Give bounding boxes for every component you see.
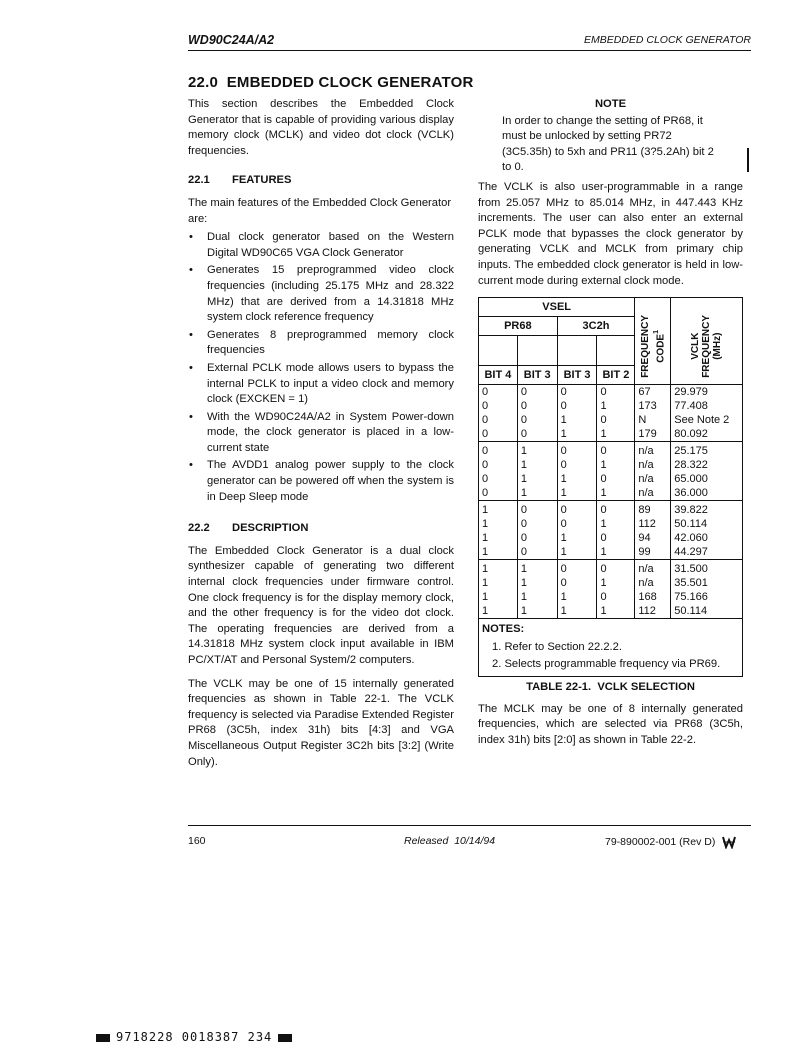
frequency-code-cell: n/a [635, 458, 671, 472]
vclk-frequency-cell: 36.000 [671, 486, 743, 501]
barcode-block-right [278, 1034, 292, 1042]
vclk-frequency-cell: 35.501 [671, 576, 743, 590]
barcode-block-left [96, 1034, 110, 1042]
spacer-cell [597, 336, 635, 366]
bit-cell: 1 [557, 413, 597, 427]
bit-cell: 1 [597, 458, 635, 472]
bit-cell: 0 [479, 472, 518, 486]
description-title: DESCRIPTION [232, 522, 309, 535]
bit-cell: 1 [597, 486, 635, 501]
bit-cell: 0 [557, 576, 597, 590]
table-row [479, 531, 743, 545]
vclk-frequency-cell: 28.322 [671, 458, 743, 472]
bit-cell: 1 [517, 486, 557, 501]
feature-item: • Dual clock generator based on the Western Digital WD90C65 VGA Clock Generator [188, 230, 454, 261]
document-number-text: 79-890002-001 (Rev D) [605, 835, 716, 848]
bit-cell: 0 [557, 560, 597, 577]
frequency-code-cell: 89 [635, 501, 671, 518]
frequency-code-cell: 179 [635, 427, 671, 442]
vclk-frequency-cell: 42.060 [671, 531, 743, 545]
vclk-frequency-cell: 31.500 [671, 560, 743, 577]
freq-code-footnote: 1 [652, 330, 660, 335]
bit-cell: 0 [597, 472, 635, 486]
spacer-cell [479, 336, 518, 366]
description-paragraph-1: The Embedded Clock Generator is a dual clock synthesizer capable of generating two different internal clock frequencies under firmware control. One clock frequency is for the display memory clock, and the other frequency is for the video dot clock. The operating frequencies are derived from a 14.31818 MHz system clock input available in IBM PC/XT/AT and Personal System/2 computers. [188, 544, 454, 666]
bit-cell: 0 [517, 517, 557, 531]
vclk-frequency-cell: 50.114 [671, 604, 743, 619]
note-title: NOTE [594, 98, 627, 110]
bit-cell: 0 [479, 458, 518, 472]
bit-cell: 0 [557, 442, 597, 459]
frequency-code-cell: 67 [635, 385, 671, 400]
vclk-line1: VCLK [690, 333, 702, 361]
bit-cell: 0 [479, 427, 518, 442]
table-caption: TABLE 22-1. VCLK SELECTION [526, 680, 695, 693]
bit-cell: 1 [557, 531, 597, 545]
table-row [479, 604, 743, 619]
bit-cell: 1 [557, 545, 597, 560]
vsel-header: VSEL [479, 298, 635, 317]
vclk-frequency-cell: 29.979 [671, 385, 743, 400]
bit-cell: 1 [479, 531, 518, 545]
bit-cell: 1 [479, 501, 518, 518]
document-number [605, 835, 736, 849]
bit-cell: 1 [597, 604, 635, 619]
vclk-frequency-cell: See Note 2 [671, 413, 743, 427]
frequency-code-cell: n/a [635, 472, 671, 486]
bit-cell: 0 [517, 545, 557, 560]
bit-cell: 0 [517, 427, 557, 442]
vclk-frequency-cell: 39.822 [671, 501, 743, 518]
bit-cell: 1 [517, 472, 557, 486]
intro-paragraph: This section describes the Embedded Clock Generator that is capable of providing various display memory clock (MCLK) and video dot clock (VCLK) frequencies. [188, 98, 454, 157]
feature-item: • With the WD90C24A/A2 in System Power-down mode, the clock generator is placed in a low-current state [188, 410, 454, 457]
feature-item: • The AVDD1 analog power supply to the clock generator can be powered off when the system is in Deep Sleep mode [188, 458, 454, 505]
bit-cell: 0 [479, 413, 518, 427]
right-column [478, 97, 743, 748]
vclk-frequency-cell: 44.297 [671, 545, 743, 560]
table-row [479, 458, 743, 472]
bit-cell: 0 [557, 458, 597, 472]
bit-cell: 1 [479, 545, 518, 560]
table-row [479, 576, 743, 590]
table-notes [478, 619, 743, 677]
feature-item: • Generates 8 preprogrammed memory clock frequencies [188, 328, 454, 359]
vclk-selection-table [478, 297, 743, 619]
vclk-line2: FREQUENCY [701, 315, 713, 379]
bit-cell: 1 [479, 590, 518, 604]
left-column [188, 97, 454, 770]
bit-cell: 0 [597, 501, 635, 518]
footer-rule [188, 825, 751, 826]
bit-cell: 0 [557, 517, 597, 531]
bit-cell: 1 [597, 576, 635, 590]
bit-cell: 0 [597, 560, 635, 577]
frequency-code-cell: 173 [635, 399, 671, 413]
bit-cell: 1 [597, 517, 635, 531]
bit-cell: 0 [479, 442, 518, 459]
freq-code-line2: CODE [654, 334, 666, 364]
table-row [479, 413, 743, 427]
pr68-header: PR68 [479, 317, 558, 336]
wd-logo-icon [722, 835, 736, 849]
bit-cell: 1 [517, 590, 557, 604]
features-title: FEATURES [232, 174, 292, 187]
table-row [479, 517, 743, 531]
table-row [479, 501, 743, 518]
vclk-frequency-cell: 65.000 [671, 472, 743, 486]
table-row [479, 399, 743, 413]
table-row [479, 427, 743, 442]
3c2h-header: 3C2h [557, 317, 635, 336]
frequency-code-cell: n/a [635, 560, 671, 577]
bit-cell: 1 [517, 442, 557, 459]
spacer-cell [557, 336, 597, 366]
table-row [479, 560, 743, 577]
bit-cell: 1 [517, 576, 557, 590]
frequency-code-cell: 168 [635, 590, 671, 604]
bit-cell: 1 [557, 472, 597, 486]
change-bar [747, 148, 749, 172]
freq-code-line1: FREQUENCY [639, 315, 651, 379]
bit-cell: 0 [479, 486, 518, 501]
table-row [479, 442, 743, 459]
bit-cell: 1 [517, 560, 557, 577]
frequency-code-cell: n/a [635, 576, 671, 590]
release-date: Released 10/14/94 [404, 835, 496, 847]
bit-cell: 1 [557, 590, 597, 604]
bit-cell: 0 [517, 501, 557, 518]
header-rule [188, 50, 751, 51]
frequency-code-cell: 94 [635, 531, 671, 545]
table-row [479, 590, 743, 604]
bit-cell: 0 [597, 413, 635, 427]
vclk-frequency-cell: 77.408 [671, 399, 743, 413]
table-row [479, 486, 743, 501]
bit-cell: 1 [479, 560, 518, 577]
table-note-2: 2. Selects programmable frequency via PR69. [492, 658, 721, 671]
bit-cell: 0 [517, 413, 557, 427]
bit-cell: 0 [597, 385, 635, 400]
notes-title: NOTES: [482, 623, 525, 636]
bit-header: BIT 3 [517, 366, 557, 385]
bit-cell: 0 [597, 442, 635, 459]
bit-cell: 0 [517, 399, 557, 413]
vclk-range-paragraph: The VCLK is also user-programmable in a range from 25.057 MHz to 85.014 MHz, in 447.443 KHz increments. The user can also enter an external PCLK mode that bypasses the clock generator by generating VCLK and MCLK from primary chip inputs. The embedded clock generator is held in low-current mode during external clock mode. [478, 180, 743, 287]
vclk-frequency-header [671, 298, 743, 385]
bit-cell: 1 [479, 604, 518, 619]
table-note-1: 1. Refer to Section 22.2.2. [492, 640, 622, 653]
frequency-code-cell: n/a [635, 442, 671, 459]
bit-cell: 0 [479, 385, 518, 400]
bit-cell: 0 [557, 399, 597, 413]
vclk-line3: (MHz) [712, 333, 724, 361]
barcode-text: 9718228 0018387 234 [116, 1030, 273, 1044]
vclk-frequency-cell: 80.092 [671, 427, 743, 442]
bit-cell: 0 [479, 399, 518, 413]
bit-cell: 1 [557, 486, 597, 501]
frequency-code-cell: 112 [635, 604, 671, 619]
bit-header: BIT 2 [597, 366, 635, 385]
bit-cell: 0 [517, 385, 557, 400]
vclk-frequency-cell: 25.175 [671, 442, 743, 459]
bit-cell: 1 [517, 604, 557, 619]
bit-cell: 1 [557, 604, 597, 619]
bit-cell: 0 [597, 531, 635, 545]
bit-header: BIT 4 [479, 366, 518, 385]
frequency-code-cell: 99 [635, 545, 671, 560]
bit-cell: 1 [597, 399, 635, 413]
note-text: In order to change the setting of PR68, it must be unlocked by setting PR72 (3C5.35h) to 5xh and PR11 (3?5.2Ah) bit 2 to 0. [502, 114, 714, 174]
feature-item: • Generates 15 preprogrammed video clock frequencies (including 25.175 MHz and 28.322 MHz) that are derived from a 14.31818 MHz system clock reference frequency [188, 263, 454, 325]
header-title: WD90C24A/A2 [188, 33, 275, 47]
bit-cell: 0 [597, 590, 635, 604]
bit-cell: 0 [517, 531, 557, 545]
vclk-frequency-cell: 75.166 [671, 590, 743, 604]
description-heading [188, 521, 454, 537]
bit-cell: 0 [557, 385, 597, 400]
frequency-code-cell: 112 [635, 517, 671, 531]
features-number: 22.1 [188, 174, 210, 187]
features-heading [188, 173, 454, 189]
page-number: 160 [188, 835, 206, 847]
table-row [479, 545, 743, 560]
mclk-paragraph: The MCLK may be one of 8 internally generated frequencies, which are selected via PR68 (3C5h, index 31h) bits [2:0] as shown in Table 22-2. [478, 702, 743, 746]
frequency-code-cell: N [635, 413, 671, 427]
bit-header: BIT 3 [557, 366, 597, 385]
features-list [188, 230, 454, 505]
barcode-line [90, 1030, 298, 1044]
description-paragraph-2: The VCLK may be one of 15 internally generated frequencies as shown in Table 22-1. The VCLK frequency is selected via Paradise Extended Register PR68 (3C5h, index 31h) bits [4:3] and VGA Miscellaneous Output Register 3C2h bits [3:2] (Write Only). [188, 677, 454, 768]
frequency-code-header [635, 298, 671, 385]
section-title: 22.0 EMBEDDED CLOCK GENERATOR [188, 74, 474, 91]
features-lead: The main features of the Embedded Clock Generator are: [188, 196, 452, 225]
bit-cell: 1 [517, 458, 557, 472]
feature-item: • External PCLK mode allows users to bypass the internal PCLK to input a video clock and memory clock (EXCKEN = 1) [188, 361, 454, 408]
bit-cell: 1 [597, 545, 635, 560]
bit-cell: 0 [557, 501, 597, 518]
bit-cell: 1 [597, 427, 635, 442]
table-row [479, 472, 743, 486]
description-number: 22.2 [188, 522, 210, 535]
bit-cell: 1 [479, 576, 518, 590]
frequency-code-cell: n/a [635, 486, 671, 501]
bit-cell: 1 [479, 517, 518, 531]
table-row [479, 385, 743, 400]
spacer-cell [517, 336, 557, 366]
header-section: EMBEDDED CLOCK GENERATOR [583, 34, 751, 46]
bit-cell: 1 [557, 427, 597, 442]
vclk-frequency-cell: 50.114 [671, 517, 743, 531]
